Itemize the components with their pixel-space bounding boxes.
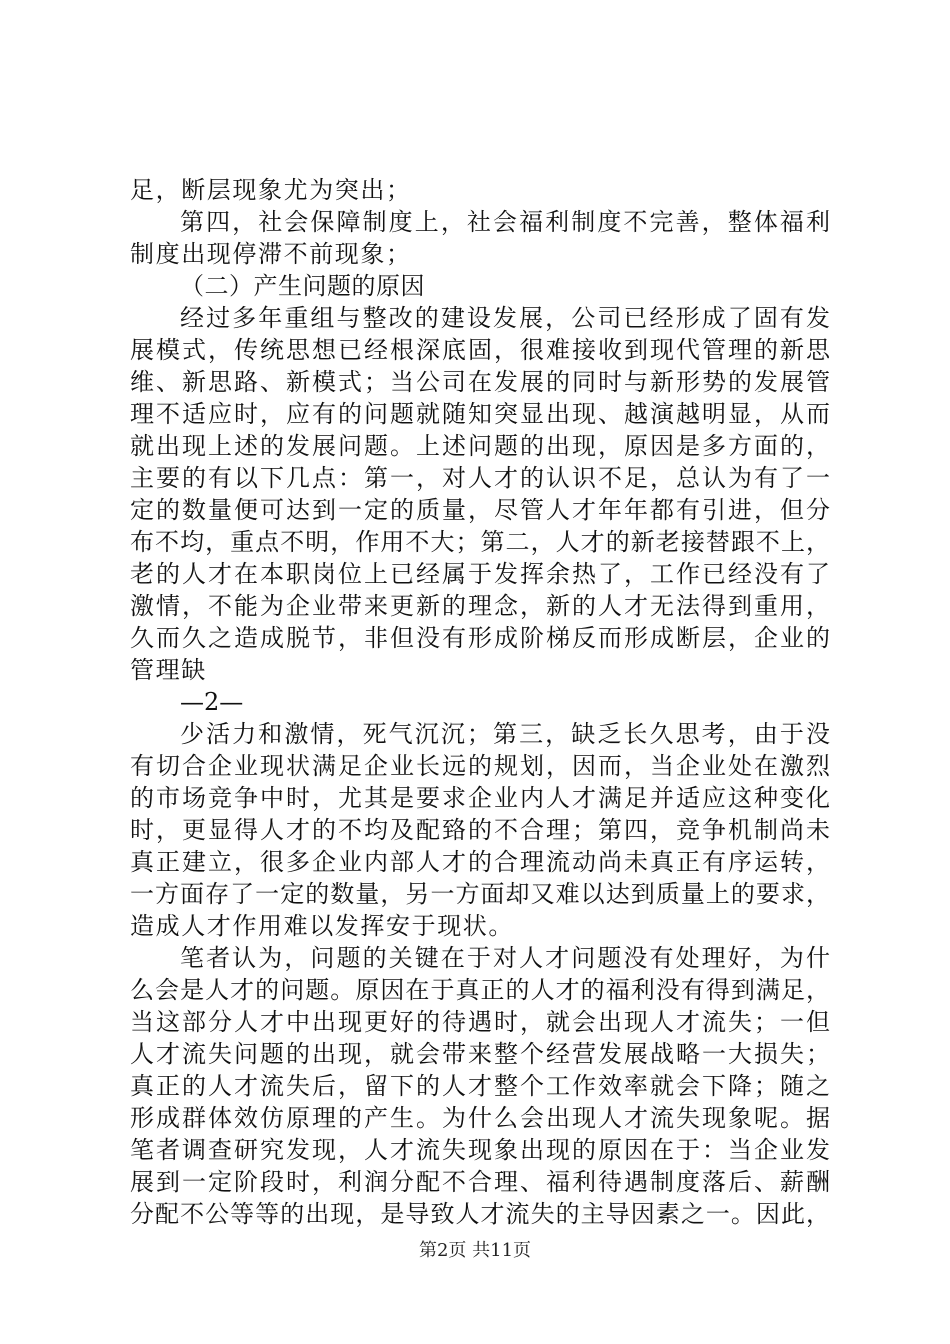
text-line: 真正建立，很多企业内部人才的合理流动尚未真正有序运转， — [130, 848, 830, 876]
text-line: 笔者调查研究发现，人才流失现象出现的原因在于：当企业发 — [130, 1136, 830, 1164]
text-line: 第四，社会保障制度上，社会福利制度不完善，整体福利 — [180, 208, 830, 236]
section-heading: （二）产生问题的原因 — [180, 272, 425, 300]
text-line: 真正的人才流失后，留下的人才整个工作效率就会下降；随之 — [130, 1072, 830, 1100]
text-line: 主要的有以下几点：第一，对人才的认识不足，总认为有了一 — [130, 464, 830, 492]
text-line: 造成人才作用难以发挥安于现状。 — [130, 912, 514, 940]
text-line: 当这部分人才中出现更好的待遇时，就会出现人才流失；一但 — [130, 1008, 830, 1036]
text-line: 老的人才在本职岗位上已经属于发挥余热了，工作已经没有了 — [130, 560, 830, 588]
text-line: 的市场竞争中时，尤其是要求企业内人才满足并适应这种变化 — [130, 784, 830, 812]
text-line: 理不适应时，应有的问题就随知突显出现、越演越明显，从而 — [130, 400, 830, 428]
text-line: 足，断层现象尤为突出； — [130, 176, 412, 204]
text-line: 经过多年重组与整改的建设发展，公司已经形成了固有发 — [180, 304, 830, 332]
text-line: 维、新思路、新模式；当公司在发展的同时与新形势的发展管 — [130, 368, 830, 396]
text-line: 人才流失问题的出现，就会带来整个经营发展战略一大损失； — [130, 1040, 830, 1068]
text-line: 形成群体效仿原理的产生。为什么会出现人才流失现象呢。据 — [130, 1104, 830, 1132]
text-line: 久而久之造成脱节，非但没有形成阶梯反而形成断层，企业的 — [130, 624, 830, 652]
text-line: 激情，不能为企业带来更新的理念，新的人才无法得到重用， — [130, 592, 830, 620]
text-line: 布不均，重点不明，作用不大；第二，人才的新老接替跟不上， — [130, 528, 830, 556]
text-line: 管理缺 — [130, 656, 207, 684]
text-line: 笔者认为，问题的关键在于对人才问题没有处理好，为什 — [180, 944, 830, 972]
page-footer: 第2页 共11页 — [418, 1240, 532, 1261]
text-line: 么会是人才的问题。原因在于真正的人才的福利没有得到满足， — [130, 976, 830, 1004]
text-line: 展模式，传统思想已经根深底固，很难接收到现代管理的新思 — [130, 336, 830, 364]
text-line: 少活力和激情，死气沉沉；第三，缺乏长久思考，由于没 — [180, 720, 830, 748]
text-line: 分配不公等等的出现，是导致人才流失的主导因素之一。因此， — [130, 1200, 830, 1228]
inline-page-number: —2— — [180, 688, 244, 716]
text-line: 定的数量便可达到一定的质量，尽管人才年年都有引进，但分 — [130, 496, 830, 524]
text-line: 制度出现停滞不前现象； — [130, 240, 412, 268]
text-line: 就出现上述的发展问题。上述问题的出现，原因是多方面的， — [130, 432, 830, 460]
text-line: 有切合企业现状满足企业长远的规划，因而，当企业处在激烈 — [130, 752, 830, 780]
text-line: 时，更显得人才的不均及配臵的不合理；第四，竞争机制尚未 — [130, 816, 830, 844]
text-line: 一方面存了一定的数量，另一方面却又难以达到质量上的要求， — [130, 880, 830, 908]
text-line: 展到一定阶段时，利润分配不合理、福利待遇制度落后、薪酬 — [130, 1168, 830, 1196]
